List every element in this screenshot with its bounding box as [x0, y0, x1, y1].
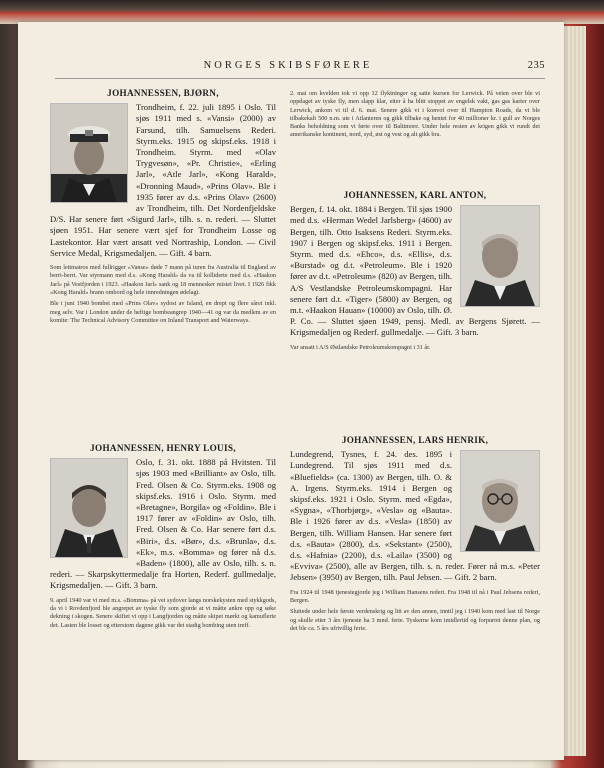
entry-continuation: [290, 90, 540, 140]
entry-johannessen-henry-louis: [50, 443, 276, 630]
running-header: [55, 60, 545, 76]
entry-text: Lundegrend, Tysnes, f. 24. des. 1895 i Lundegrend. Til sjøs 1911 med d.s. «Bluefields» (ca. 1300) av Bergen, tilh. O. & A. Irgens. Styrm.eks. 1914 i Bergen og skipsf.eks. 1921 i Oslo. Styrm. med «Egda», «Sygna», «Thorbjørg», «Vesla» og «Bauta». Ble i 1926 fører av d.s. «Vesla» (1850) av Bergen, tilh. William Hansen. Har senere ført d.s. «Bauta» (2800), d.s. «Sekstant» (2500), d.s. «Hafnia» (2200), d.s. «Laila» (3500) og «Evviva» (2500), alle av Bergen, tilh. s. n. reder. Fører nå m.s. «Peter Jebsen» (3950) av Bergen, tilh. Paul Jebsen. — Gift. 2 barn.: [290, 449, 540, 583]
entry-text: Bergen, f. 14. okt. 1884 i Bergen. Til sjøs 1900 med d.s. «Herman Wedel Jarlsberg» (4600) av Bergen, tilh. Otto Isaksens Rederi. Styrm.eks. 1907 i Bergen og skipsf.eks. 1911 i Bergen. Styrm. med d.s. «Ehco», d.s. «Ellis», d.s. «Burstad» og d.t. «Petroleum». Ble i 1920 fører av d.t. «Petroleum» (820) av Bergen, tilh. A/S Vestlandske Petroleumskompagni. Har senere ført d.t. «Tiger» (5800) av Bergen, og m.t. «Haakon Hauan» (10000) av Oslo, tilh. Ø. P. Co. — Sluttet sjøen 1949, pensj. Medl. av Bergens Sjørett. — Krigsmedaljen og Rederf. gullmedalje. — Gift. 3 barn.: [290, 204, 540, 338]
entry-johannessen-lars-henrik: [290, 435, 540, 633]
entry-note: Ble i juni 1940 bombet med «Prins Olav» sydost av Island, en drept og flere såret inkl. meg selv. Var i London under de heftige bombeangrep 1940—41 og var da medlem av en komite: The Technical Advisory Committee on Inland Transport and Waterways.: [50, 300, 276, 324]
entry-note: Sluttede under hele første verdenskrig og litt av den annen, inntil jeg i 1940 kom med last til Norge og skulle etter 3 års tjeneste ha 3 mnd. ferie. Tyskerne kom imidlertid og forpurret denne plan, og det ble ca. 5 års ufrivillig ferie.: [290, 608, 540, 632]
portrait-glasses-photo: [460, 450, 540, 552]
entry-name: JOHANNESSEN, LARS HENRIK,: [341, 435, 489, 445]
entry-note: Fra 1924 til 1948 tjenestegjorde jeg i William Hansens rederi. Fra 1948 til nå i Paul Jebsens rederi, Bergen.: [290, 588, 540, 604]
entry-name: JOHANNESSEN, KARL ANTON,: [343, 190, 487, 200]
portrait-photo: [50, 458, 128, 558]
header-rule: [55, 78, 545, 79]
entry-text: Trondheim, f. 22. juli 1895 i Oslo. Til sjøs 1911 med s. «Vansi» (2000) av Farsund, tilh. Samuelsens Rederi. Styrm.eks. 1915 og skipsf.eks. 1918 i Trondheim. Styrm. med «Olav Trygvesøn», «Pr. Christie», «Erling Jarl», «Atle Jarl», «Kong Harald», «Dronning Maud», «Prins Olav». Ble i 1935 fører av d.s. «Prins Olav» (2600) av Trondheim, tilh. Det Nordenfjeldske D/S. Har senere ført «Sigurd Jarl», tilh. s. n. rederi. — Sluttet sjøen 1951. Har senere vært sjef for Trondheim Losse og Lastekontor. Har vært ansatt ved Nortraship, London. — Civil Service Medal, Krigsmedaljen. — Gift. 4 barn.: [50, 102, 276, 258]
portrait-photo: [460, 205, 540, 307]
entry-text: Oslo, f. 31. okt. 1888 på Hvitsten. Til sjøs 1903 med «Brilliant» av Oslo, tilh. Fred. Olsen & Co. Styrm.eks. 1908 og skipsf.eks. 1916 i Oslo. Styrm. med «Bretagne», Borgila» og «Foldin». Ble i 1917 fører av «Foldin» av Oslo, tilh. Fred. Olsen & Co. Har senere ført d.s. «Biri», d.s. «Bør», d.s. «Brunla», d.s. «Ek», m.s. «Bomma» og fører nå d.s. «Baden» (1800), alle av Oslo, tilh. s. n. rederi. — Skarpskyttermedalje fra Horten, Rederf. gullmedalje, Krigsmedaljen. — Gift. 3 barn.: [50, 457, 276, 591]
entry-note: 9. april 1940 var vi med m.s. «Bomma» på vei sydover langs norskekysten med stykkgods, da vi i Rovdenfjord ble angrepet av tyske fly som gjorde at vi måtte ankre opp og søke dekning i skogen. Senere skiftet vi opp i Langfjorden og måtte skipet mørkt og kamuflerte det. Lasten ble losset og etterstom dagene gikk var det stadig bombing uten treff.: [50, 596, 276, 629]
portrait-captain-photo: [50, 103, 128, 203]
book-top-edge: [0, 0, 604, 24]
entry-note: Var ansatt i A/S Østlandske Petroleumskompagni i 31 år.: [290, 343, 431, 351]
entry-name: JOHANNESSEN, BJØRN,: [107, 88, 219, 98]
entry-johannessen-karl-anton: [290, 190, 540, 352]
page-number: 235: [527, 60, 545, 71]
entry-name: JOHANNESSEN, HENRY LOUIS,: [90, 443, 236, 453]
entry-note: Som lettmatros med fullrigger «Vanse» døde 7 mann på turen fra Australia til England av berri-berri. Var styrmann med d.s. «Kong Harald» da va til kolliderte med d.s. «Haakon Jarl» på Vestfjorden i 1923. «Haakon Jarl» sank og 18 mennesker mistet livet. I 1926 fikk «Kong Harald» brann ombord og hele innredningen ødelagt.: [50, 264, 276, 296]
entry-johannessen-bjorn: [50, 88, 276, 325]
running-title: NORGES SKIBSFØRERE: [203, 60, 373, 71]
entry-note: 2. mai om kvelden tok vi opp 12 flyktninger og satte kursen for Lerwick. På veien over ble vi oppdaget av tyske fly, men slapp klar, etter å ha blitt stoppet av engelsk vakt, gas gas karter over Lerwick, ankom vi til d. 6. mai. Senere gikk vi i konvoi over til Hampton Roads, da vi ble tilbakekalt 500 n.m. ute i Atlanteren og gikk tilbake og hentet for 40 millioner kr. i gull av Norges Banks beholdning som vi førte over til Baltimore. Under hele resten av krigen gikk vi rundt det amerikanske kontinent, nord, syd, øst og vest og alt gikk bra.: [290, 90, 540, 139]
